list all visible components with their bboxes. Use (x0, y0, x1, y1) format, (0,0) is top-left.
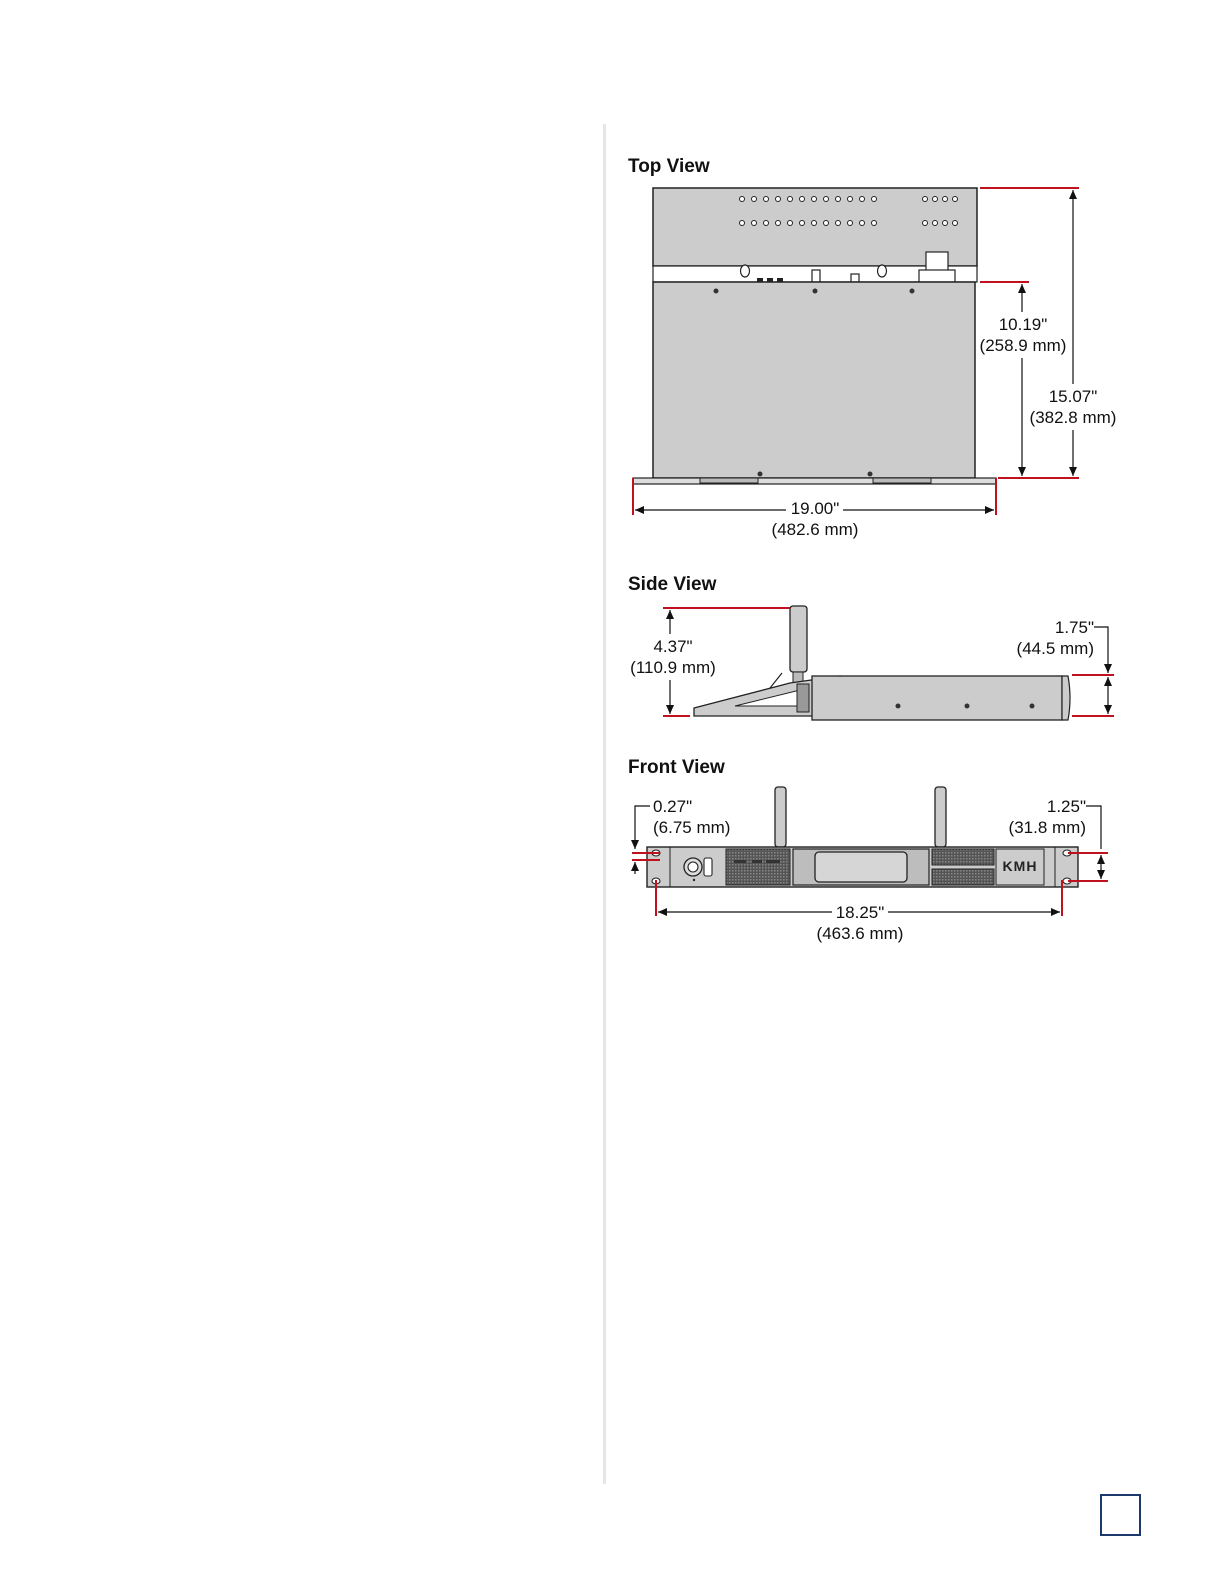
dim-front-hole-spacing (996, 796, 1086, 838)
dim-top-depth-inner-mm: (258.9 mm) (979, 336, 1067, 355)
front-left-grill (726, 849, 790, 885)
dim-front-hole-width-inches: 18.25" (835, 903, 885, 922)
dim-front-hole-spacing-inches: 1.25" (1046, 797, 1086, 816)
front-antenna-left (775, 787, 786, 847)
dim-top-depth-total-inches: 15.07" (1048, 387, 1098, 406)
dim-top-width-inches: 19.00" (790, 499, 840, 518)
top-main-body (653, 282, 975, 478)
dim-top-width (767, 498, 863, 540)
dim-front-ear-offset (653, 796, 743, 838)
dim-front-ear-offset-inches: 0.27" (653, 797, 693, 816)
dim-top-width-mm: (482.6 mm) (771, 520, 859, 539)
side-main-body (812, 676, 1062, 720)
dim-side-antenna-height-inches: 4.37" (653, 637, 693, 656)
top-rack-ears (633, 478, 996, 484)
front-panel-logo: KMH (1002, 858, 1038, 874)
front-display (815, 852, 907, 882)
side-antenna (790, 606, 807, 672)
dim-top-depth-total-mm: (382.8 mm) (1029, 408, 1117, 427)
dim-top-depth-inner-inches: 10.19" (998, 315, 1048, 334)
side-view-heading: Side View (628, 574, 717, 595)
dim-side-body-height-inches: 1.75" (1054, 618, 1094, 637)
dim-front-hole-width (812, 902, 908, 944)
front-view-heading: Front View (628, 757, 725, 778)
dim-side-body-height (996, 617, 1094, 659)
top-view-heading: Top View (628, 156, 710, 177)
dim-top-depth-total (1026, 386, 1120, 428)
dim-top-depth-inner (976, 314, 1070, 356)
dim-side-body-height-mm: (44.5 mm) (1016, 639, 1094, 658)
dim-front-hole-width-mm: (463.6 mm) (816, 924, 904, 943)
dim-side-antenna-height (626, 636, 720, 678)
page-number-box (1100, 1494, 1141, 1536)
dim-side-antenna-height-mm: (110.9 mm) (630, 658, 716, 677)
dim-front-ear-offset-mm: (6.75 mm) (653, 818, 731, 837)
front-antenna-right (935, 787, 946, 847)
dim-front-hole-spacing-mm: (31.8 mm) (1008, 818, 1086, 837)
